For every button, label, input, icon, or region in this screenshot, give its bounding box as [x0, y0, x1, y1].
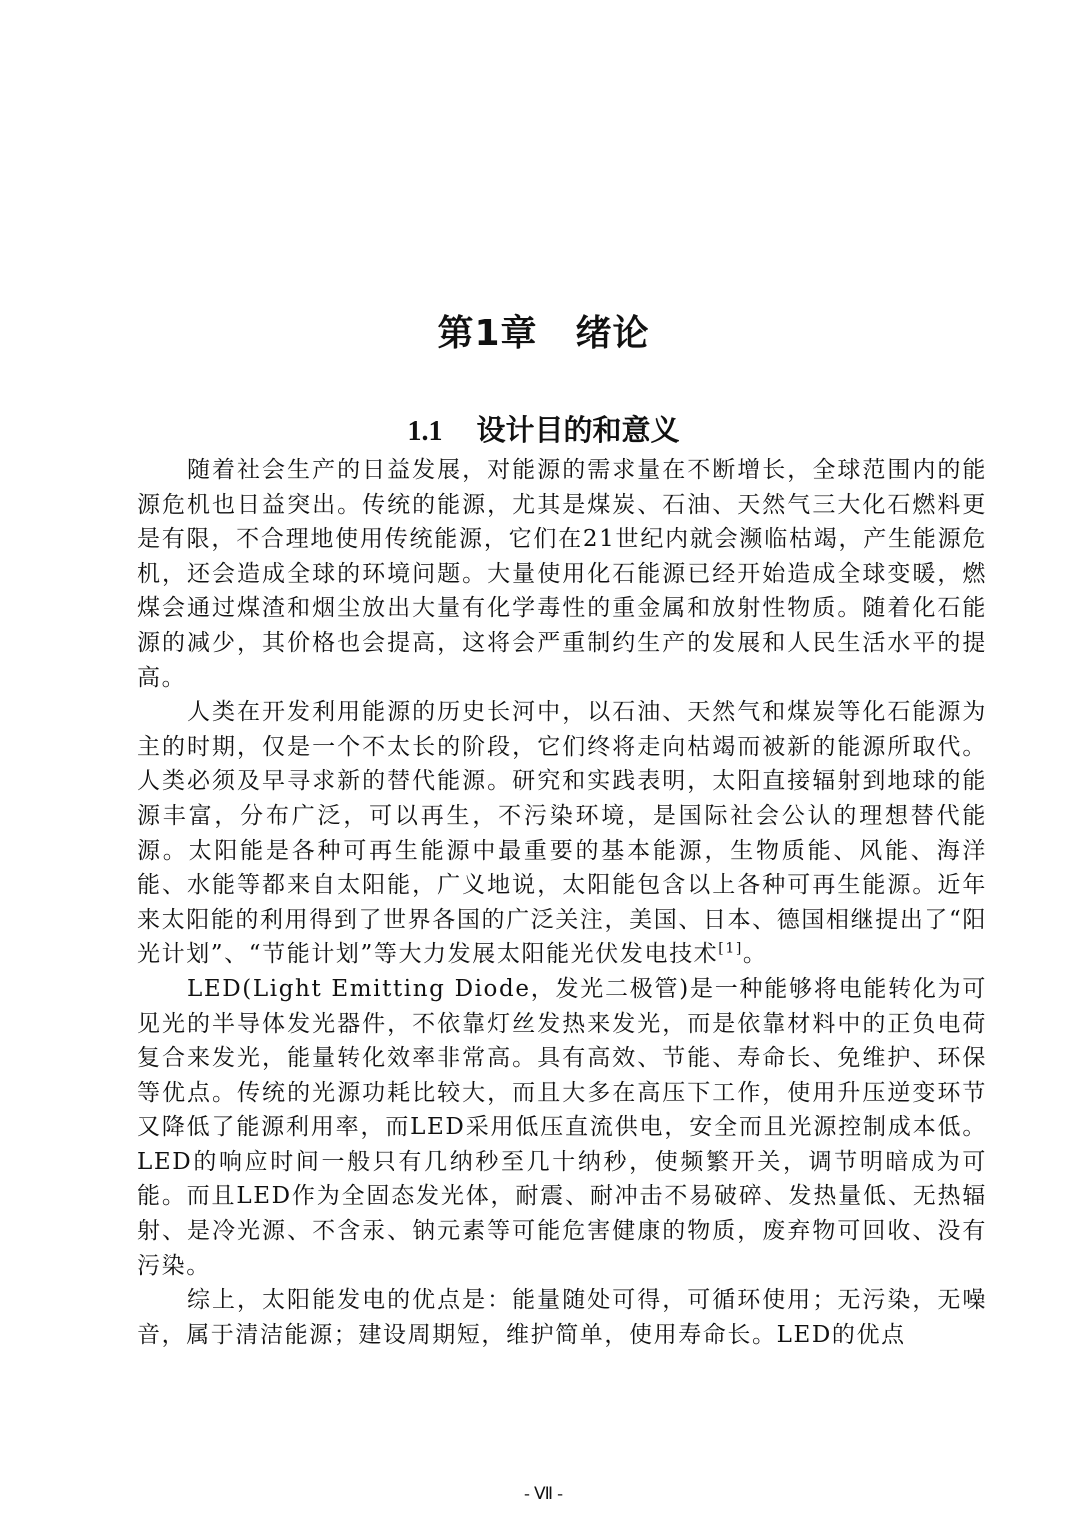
page-number: - Ⅶ - [524, 1484, 563, 1503]
paragraph-2-end: 。 [742, 941, 768, 968]
section-title: 设计目的和意义 [476, 413, 680, 448]
paragraph-3 [137, 972, 987, 1283]
body-text [137, 453, 987, 1352]
chapter-title: 绪论 [575, 313, 650, 355]
paragraph-4 [137, 1283, 987, 1352]
section-number: 1.1 [407, 416, 443, 448]
paragraph-2 [137, 695, 987, 972]
section-heading [0, 409, 1087, 453]
paragraph-1 [137, 453, 987, 695]
chapter-heading [0, 310, 1087, 358]
chapter-number: 第1章 [437, 313, 538, 355]
paragraph-2-text: 人类在开发利用能源的历史长河中，以石油、天然气和煤炭等化石能源为主的时期，仅是一个不太长的阶段，它们终将走向枯竭而被新的能源所取代。人类必须及早寻求新的替代能源。研究和实践表明，太阳直接辐射到地球的能源丰富，分布广泛，可以再生，不污染环境，是国际社会公认的理想替代能源。太阳能是各种可再生能源中最重要的基本能源，生物质能、风能、海洋能、水能等都来自太阳能，广义地说，太阳能包含以上各种可再生能源。近年来太阳能的利用得到了世界各国的广泛关注，美国、日本、德国相继提出了“阳光计划”、“节能计划”等大力发展太阳能光伏发电技术 [137, 699, 987, 968]
paragraph-4-text: 综上，太阳能发电的优点是：能量随处可得，可循环使用；无污染，无噪音，属于清洁能源；建设周期短，维护简单，使用寿命长。LED的优点 [137, 1287, 987, 1348]
paragraph-3-text: LED(Light Emitting Diode，发光二极管)是一种能够将电能转化为可见光的半导体发光器件，不依靠灯丝发热来发光，而是依靠材料中的正负电荷复合来发光，能量转化效率非常高。具有高效、节能、寿命长、免维护、环保等优点。传统的光源功耗比较大，而且大多在高压下工作，使用升压逆变环节又降低了能源利用率，而LED采用低压直流供电，安全而且光源控制成本低。LED的响应时间一般只有几纳秒至几十纳秒，使频繁开关，调节明暗成为可能。而且LED作为全固态发光体，耐震、耐冲击不易破碎、发热量低、无热辐射、是冷光源、不含汞、钠元素等可能危害健康的物质，废弃物可回收、没有污染。 [137, 975, 987, 1279]
citation-ref: [1] [718, 940, 743, 957]
paragraph-1-text: 随着社会生产的日益发展，对能源的需求量在不断增长，全球范围内的能源危机也日益突出。传统的能源，尤其是煤炭、石油、天然气三大化石燃料更是有限，不合理地使用传统能源，它们在21世纪内就会濒临枯竭，产生能源危机，还会造成全球的环境问题。大量使用化石能源已经开始造成全球变暖，燃煤会通过煤渣和烟尘放出大量有化学毒性的重金属和放射性物质。随着化石能源的减少，其价格也会提高，这将会严重制约生产的发展和人民生活水平的提高。 [137, 457, 987, 691]
